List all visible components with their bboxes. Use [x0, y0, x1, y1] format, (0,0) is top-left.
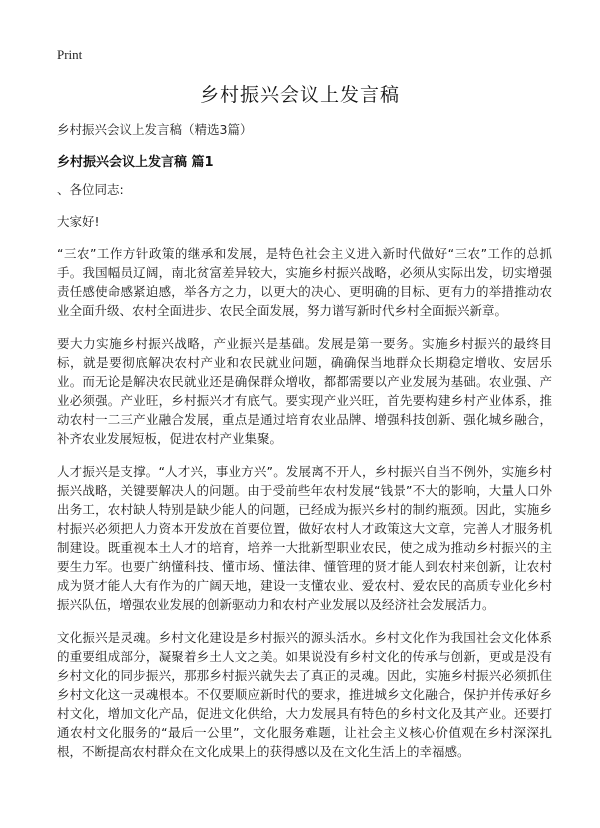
body-paragraph: 要大力实施乡村振兴战略，产业振兴是基础。发展是第一要务。实施乡村振兴的最终目标，就是要彻底解决农村产业和农民就业问题，确确保当地群众长期稳定增收、安居乐业。而无论是解决农民就业还是确保群众增收，都都需要以产业发展为基础。农业强、产业必须强。产业旺，乡村振兴才有底气。要实现产业兴旺，首先要构建乡村产业体系，推动农村一二三产业融合发展，重点是通过培育农业品牌、增强科技创新、强化城乡融合，补齐农业发展短板，促进农村产业集聚。	[57, 336, 552, 446]
print-link[interactable]: Print	[57, 47, 83, 62]
document-body	[57, 180, 552, 775]
body-paragraph: 文化振兴是灵魂。乡村文化建设是乡村振兴的源头活水。乡村文化作为我国社会文化体系的重要组成部分，凝聚着乡土人文之美。如果说没有乡村文化的传承与创新，更或是没有乡村文化的同步振兴，那那乡村振兴就失去了真正的灵魂。因此，实施乡村振兴必须抓住乡村文化这一灵魂根本。不仅要顺应新时代的要求，推进城乡文化融合，保护并传承好乡村文化，增加文化产品，促进文化供给，大力发展具有特色的乡村文化及其产业。还要打通农村文化服务的“最后一公里”，文化服务难题，让社会主义核心价值观在乡村深深扎根，不断提高农村群众在文化成果上的获得感以及在文化生活上的幸福感。	[57, 630, 552, 759]
document-subtitle: 乡村振兴会议上发言稿（精选3篇）	[57, 122, 253, 137]
salutation: 、各位同志:	[57, 182, 124, 197]
body-paragraph: 人才振兴是支撑。“人才兴，事业方兴”。发展离不开人，乡村振兴自当不例外，实施乡村振兴战略，关键要解决人的问题。由于受前些年农村发展“钱景”不大的影响，大量人口外出务工，农村缺人特别是缺少能人的问题，已经成为振兴乡村的制约瓶颈。因此，实施乡村振兴必须把人力资本开发放在首要位置，做好农村人才政策这大文章，完善人才服务机制建设。既重视本土人才的培育，培养一大批新型职业农民，使之成为推动乡村振兴的主要生力军。也要广纳懂科技、懂市场、懂法律、懂管理的贤才能人到农村来创新，让农村成为贤才能人大有作为的广阔天地，建设一支懂农业、爱农村、爱农民的高质专业化乡村振兴队伍，增强农业发展的创新驱动力和农村产业发展以及经济社会发展活力。	[57, 464, 552, 612]
greeting: 大家好!	[57, 214, 100, 229]
section-heading: 乡村振兴会议上发言稿 篇1	[57, 155, 214, 170]
page-title: 乡村振兴会议上发言稿	[199, 84, 400, 106]
body-paragraph: “三农”工作方针政策的继承和发展，是特色社会主义进入新时代做好“三农”工作的总抓手。我国幅员辽阔，南北贫富差异较大，实施乡村振兴战略，必须从实际出发，切实增强责任感使命感紧迫感，举各方之力，以更大的决心、更明确的目标、更有力的举措推动农业全面升级、农村全面进步、农民全面发展，努力谱写新时代乡村全面振兴新章。	[57, 246, 552, 318]
